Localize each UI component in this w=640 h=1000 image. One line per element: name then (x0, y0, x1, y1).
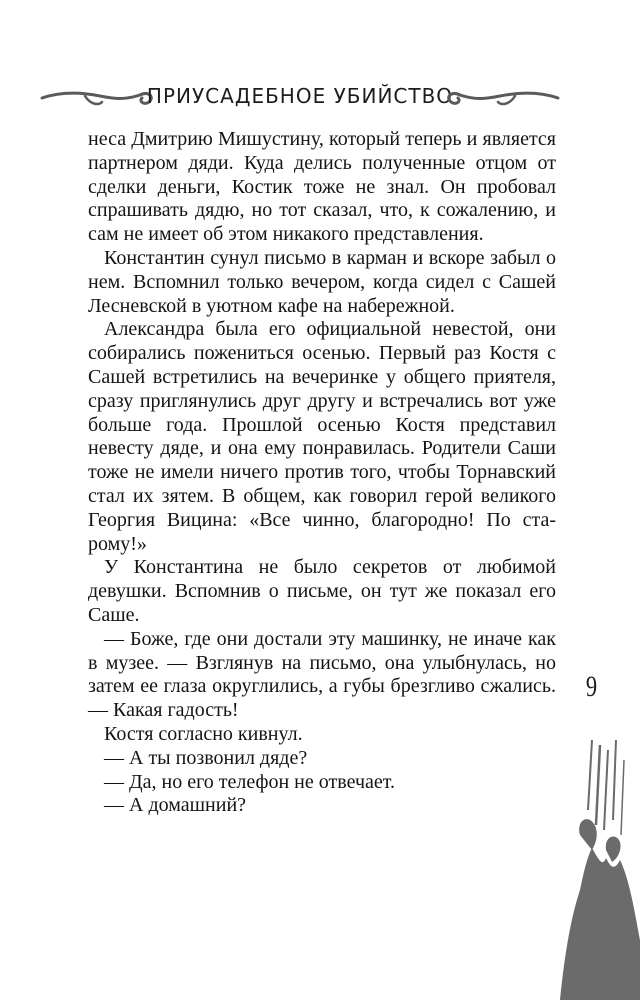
paragraph: неса Дмитрию Мишустину, который теперь и является партнером дяди. Куда делись полученные отцом от сделки деньги, Костик тоже не знал. Он пробовал спрашивать дядю, но тот сказал, что, к сожалению, и сам не имеет об этом никакого представления. (88, 128, 556, 246)
page-body-text (88, 128, 556, 818)
scroll-ornament-icon (440, 82, 560, 112)
paragraph: Константин сунул письмо в карман и вскоре забыл о нем. Вспомнил только вечером, когда сидел с Сашей Лесневской в уютном кафе на набережной. (88, 246, 556, 317)
paragraph: Александра была его официальной невестой, они собирались пожениться осенью. Первый раз Костя с Сашей встретились на вечеринке у общего приятеля, сразу приглянулись друг другу и встречались вот уже больше года. Прошлой осенью Костя представил невесту дяде, и она ему понравилась. Родители Саши тоже не имели ничего против того, чтобы Торнавский стал их зятем. В общем, как говорил герой великого Георгия Вицина: «Все чинно, благородно! По старому!» (88, 318, 556, 555)
paragraph: У Константина не было секретов от любимой девушки. Вспомнив о письме, он тут же показал его Саше. (88, 556, 556, 626)
dialogue-line: — А домашний? (104, 794, 247, 817)
dialogue-line: — Да, но его телефон не отвечает. (104, 770, 395, 793)
dialogue-line: — А ты позвонил дяде? (104, 746, 308, 769)
running-header (40, 72, 560, 122)
paragraph: Костя согласно кивнул. (104, 722, 303, 745)
cat-silhouette-icon (540, 740, 640, 1000)
running-header-title: ПРИУСАДЕБНОЕ УБИЙСТВО (146, 84, 454, 108)
paragraph: — Боже, где они достали эту машинку, не иначе как в музее. — Взглянув на письмо, она улыбнулась, но затем ее глаза округлились, а губы брезгливо сжались. — Какая гадость! (88, 627, 556, 722)
page-number: 9 (585, 670, 598, 703)
